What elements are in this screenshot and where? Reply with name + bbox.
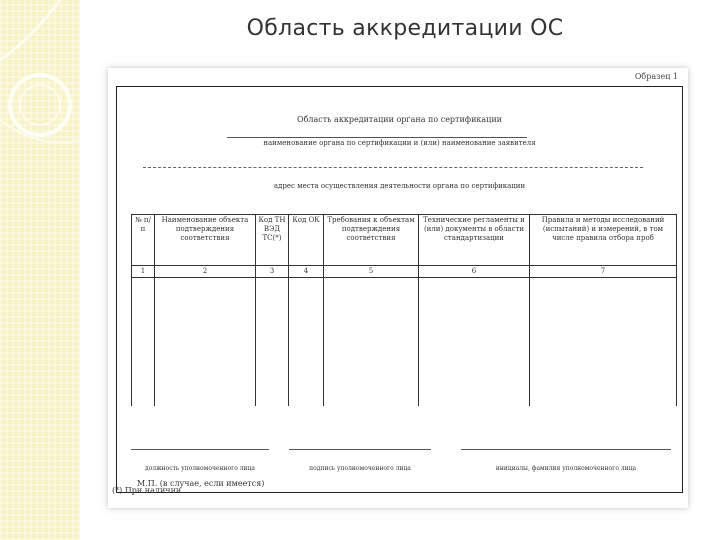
table-header-cell: Требования к объектам подтверждения соответствия (324, 215, 419, 266)
table-empty-row (132, 278, 677, 407)
table-cell: 5 (324, 266, 419, 278)
name-signature-line (461, 449, 671, 450)
applicant-caption: наименование органа по сертификации и (или) наименование заявителя (263, 139, 536, 147)
table-cell: 3 (256, 266, 289, 278)
table-cell: 7 (530, 266, 677, 278)
name-caption: инициалы, фамилия уполномоченного лица (495, 465, 637, 472)
decorative-side-band (0, 0, 80, 540)
footnote: (*) При наличии. (112, 486, 184, 495)
table-cell (256, 278, 289, 407)
address-line (143, 167, 643, 168)
table-header-cell: № п/п (132, 215, 155, 266)
stamp-note: М.П. (в случае, если имеется) (137, 479, 265, 488)
accreditation-table (131, 214, 677, 406)
table-cell: 4 (289, 266, 324, 278)
address-caption: адрес места осуществления деятельности органа по сертификации (273, 182, 526, 190)
table-header-cell: Код ОК (289, 215, 324, 266)
table-cell (530, 278, 677, 407)
table-header-cell: Наименование объекта подтверждения соответствия (155, 215, 256, 266)
applicant-name-line (227, 137, 527, 138)
decorative-swirl-graphic (0, 0, 80, 540)
document-page (108, 68, 688, 508)
signature-line (289, 449, 431, 450)
position-caption: должность уполномоченного лица (145, 465, 255, 472)
table-cell (132, 278, 155, 407)
table-header-row (132, 215, 677, 266)
table-cell: 1 (132, 266, 155, 278)
document-heading: Область аккредитации органа по сертификации (297, 115, 502, 124)
table-cell (419, 278, 530, 407)
table-cell (324, 278, 419, 407)
sample-label: Образец 1 (634, 72, 678, 81)
table-header-cell: Правила и методы исследований (испытаний) и измерений, в том числе правила отбора проб (530, 215, 677, 266)
table-header-cell: Технические регламенты и (или) документы в области стандартизации (419, 215, 530, 266)
position-signature-line (131, 449, 269, 450)
table-cell: 2 (155, 266, 256, 278)
table-header-cell: Код ТН ВЭД ТС(*) (256, 215, 289, 266)
table-cell (155, 278, 256, 407)
document-frame (116, 86, 683, 493)
table-cell (289, 278, 324, 407)
table-number-row (132, 266, 677, 278)
signature-caption: подпись уполномоченного лица (309, 465, 411, 472)
table-cell: 6 (419, 266, 530, 278)
slide-title: Область аккредитации ОС (246, 16, 564, 41)
